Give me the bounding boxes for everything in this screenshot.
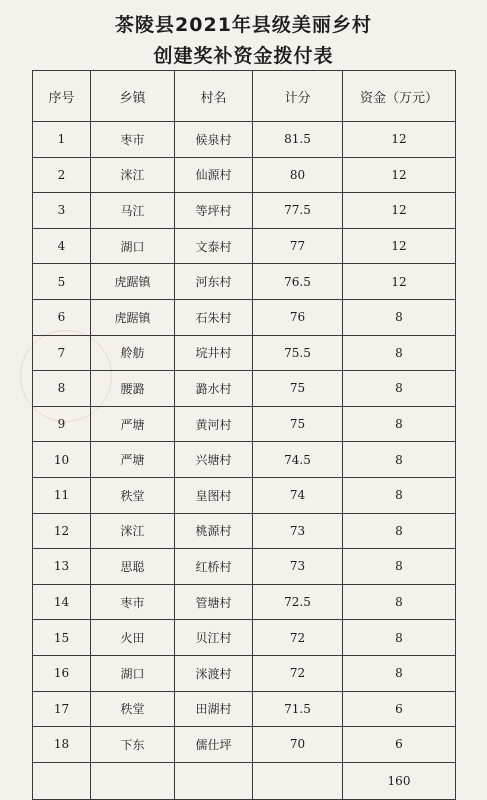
header-village: 村名	[175, 71, 253, 122]
cell-village: 等坪村	[175, 193, 253, 229]
cell-village: 红桥村	[175, 549, 253, 585]
table-row	[33, 406, 456, 442]
cell-index: 16	[33, 655, 91, 691]
cell-funds: 12	[343, 157, 456, 193]
cell-village: 仙源村	[175, 157, 253, 193]
cell-score: 76.5	[253, 264, 343, 300]
table-row	[33, 727, 456, 763]
cell-township: 舲舫	[91, 335, 175, 371]
table-row	[33, 549, 456, 585]
table-row	[33, 442, 456, 478]
document-title-line1: 茶陵县2021年县级美丽乡村	[115, 14, 372, 36]
table-row	[33, 620, 456, 656]
funding-table	[32, 70, 456, 800]
cell-score: 73	[253, 549, 343, 585]
table-row	[33, 264, 456, 300]
cell-funds: 12	[343, 228, 456, 264]
cell-township: 洣江	[91, 513, 175, 549]
table-row	[33, 122, 456, 158]
cell-score: 75	[253, 406, 343, 442]
cell-funds: 6	[343, 727, 456, 763]
table-row	[33, 655, 456, 691]
empty-cell	[33, 762, 91, 799]
cell-township: 秩堂	[91, 691, 175, 727]
header-funds: 资金（万元）	[343, 71, 456, 122]
cell-score: 80	[253, 157, 343, 193]
table-row	[33, 691, 456, 727]
cell-village: 洣渡村	[175, 655, 253, 691]
cell-township: 严塘	[91, 442, 175, 478]
cell-score: 75.5	[253, 335, 343, 371]
cell-township: 虎踞镇	[91, 299, 175, 335]
cell-funds: 8	[343, 299, 456, 335]
cell-score: 81.5	[253, 122, 343, 158]
cell-township: 严塘	[91, 406, 175, 442]
cell-index: 12	[33, 513, 91, 549]
cell-index: 15	[33, 620, 91, 656]
cell-village: 桃源村	[175, 513, 253, 549]
cell-index: 7	[33, 335, 91, 371]
cell-funds: 8	[343, 406, 456, 442]
cell-index: 6	[33, 299, 91, 335]
cell-index: 9	[33, 406, 91, 442]
table-row	[33, 335, 456, 371]
cell-score: 70	[253, 727, 343, 763]
cell-score: 74	[253, 477, 343, 513]
header-index: 序号	[33, 71, 91, 122]
cell-township: 思聪	[91, 549, 175, 585]
table-row	[33, 228, 456, 264]
cell-village: 文泰村	[175, 228, 253, 264]
cell-funds: 8	[343, 371, 456, 407]
cell-village: 垸井村	[175, 335, 253, 371]
cell-township: 湖口	[91, 655, 175, 691]
document-title-line2: 创建奖补资金拨付表	[153, 45, 334, 67]
cell-township: 下东	[91, 727, 175, 763]
cell-village: 候泉村	[175, 122, 253, 158]
header-score: 计分	[253, 71, 343, 122]
table-row	[33, 299, 456, 335]
cell-village: 贝江村	[175, 620, 253, 656]
cell-village: 管塘村	[175, 584, 253, 620]
cell-index: 13	[33, 549, 91, 585]
cell-village: 儒仕坪	[175, 727, 253, 763]
cell-township: 枣市	[91, 584, 175, 620]
cell-village: 石朱村	[175, 299, 253, 335]
cell-funds: 6	[343, 691, 456, 727]
cell-village: 兴塘村	[175, 442, 253, 478]
cell-score: 72	[253, 620, 343, 656]
table-row	[33, 157, 456, 193]
cell-score: 76	[253, 299, 343, 335]
cell-index: 11	[33, 477, 91, 513]
cell-funds: 8	[343, 584, 456, 620]
cell-index: 18	[33, 727, 91, 763]
cell-score: 74.5	[253, 442, 343, 478]
cell-funds: 8	[343, 477, 456, 513]
cell-index: 5	[33, 264, 91, 300]
cell-funds: 8	[343, 549, 456, 585]
cell-funds: 12	[343, 122, 456, 158]
empty-cell	[91, 762, 175, 799]
cell-score: 77	[253, 228, 343, 264]
table-total-row	[33, 762, 456, 799]
cell-score: 72.5	[253, 584, 343, 620]
cell-village: 黄河村	[175, 406, 253, 442]
cell-township: 马江	[91, 193, 175, 229]
table-row	[33, 193, 456, 229]
cell-score: 73	[253, 513, 343, 549]
cell-score: 72	[253, 655, 343, 691]
cell-funds: 8	[343, 335, 456, 371]
cell-township: 火田	[91, 620, 175, 656]
cell-index: 1	[33, 122, 91, 158]
cell-funds: 12	[343, 264, 456, 300]
cell-index: 3	[33, 193, 91, 229]
cell-township: 腰潞	[91, 371, 175, 407]
total-funds: 160	[343, 762, 456, 799]
cell-index: 10	[33, 442, 91, 478]
cell-index: 17	[33, 691, 91, 727]
cell-funds: 8	[343, 513, 456, 549]
cell-township: 湖口	[91, 228, 175, 264]
cell-funds: 8	[343, 442, 456, 478]
cell-funds: 12	[343, 193, 456, 229]
cell-index: 2	[33, 157, 91, 193]
cell-funds: 8	[343, 655, 456, 691]
table-row	[33, 584, 456, 620]
cell-index: 8	[33, 371, 91, 407]
table-row	[33, 477, 456, 513]
cell-index: 4	[33, 228, 91, 264]
header-township: 乡镇	[91, 71, 175, 122]
cell-funds: 8	[343, 620, 456, 656]
table-row	[33, 371, 456, 407]
cell-township: 洣江	[91, 157, 175, 193]
cell-township: 虎踞镇	[91, 264, 175, 300]
table-header-row	[33, 71, 456, 122]
empty-cell	[175, 762, 253, 799]
cell-village: 潞水村	[175, 371, 253, 407]
cell-score: 75	[253, 371, 343, 407]
cell-index: 14	[33, 584, 91, 620]
cell-village: 田湖村	[175, 691, 253, 727]
cell-township: 秩堂	[91, 477, 175, 513]
cell-village: 河东村	[175, 264, 253, 300]
table-row	[33, 513, 456, 549]
cell-score: 71.5	[253, 691, 343, 727]
cell-score: 77.5	[253, 193, 343, 229]
empty-cell	[253, 762, 343, 799]
cell-township: 枣市	[91, 122, 175, 158]
table-body	[33, 122, 456, 800]
cell-village: 皇图村	[175, 477, 253, 513]
